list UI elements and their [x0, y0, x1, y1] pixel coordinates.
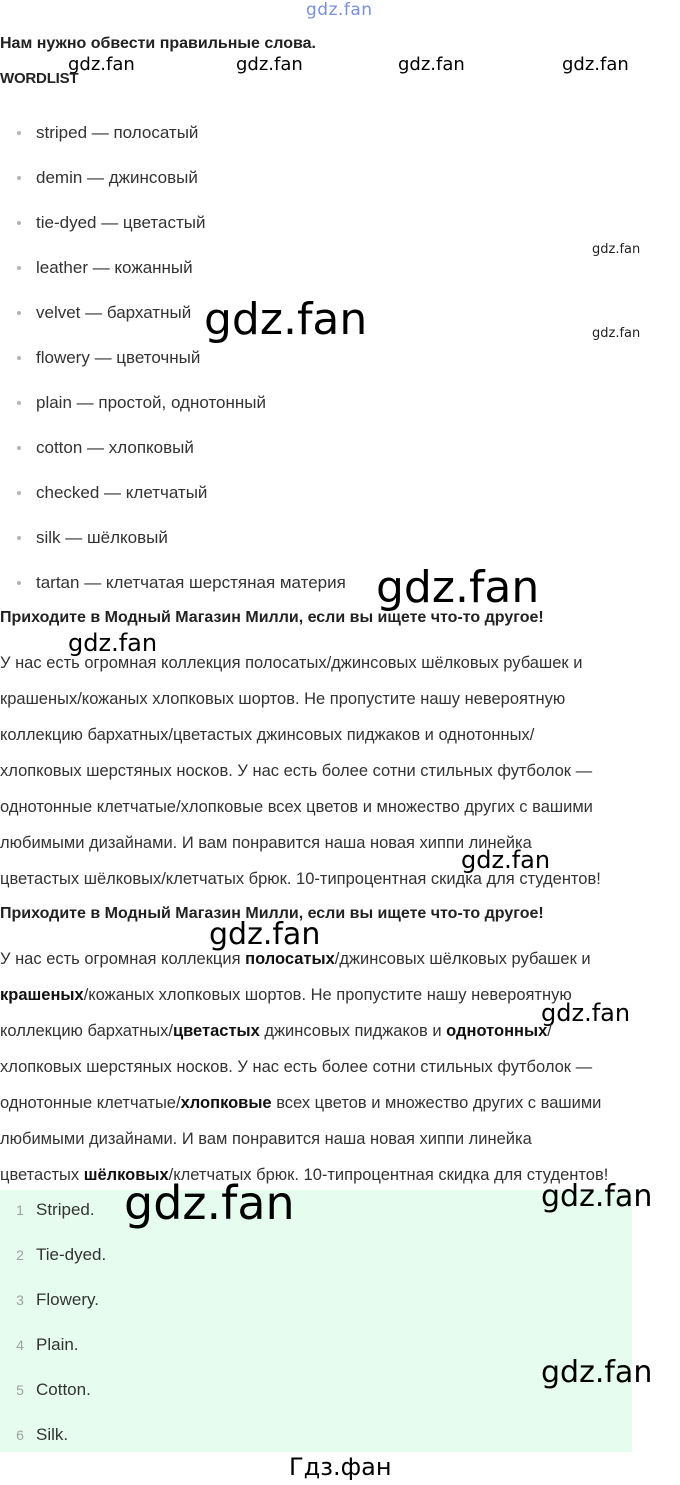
answer-number: 2 [16, 1247, 24, 1263]
watermark-after-heading: gdz.fan [68, 629, 158, 657]
bullet-icon [17, 491, 21, 495]
paragraph-line: коллекцию бархатных/цветастых джинсовых пиджаков и однотонных/ [0, 1022, 552, 1040]
list-item: leather — кожанный [0, 245, 346, 290]
bullet-icon [17, 311, 21, 315]
paragraph-line: однотонные клетчатые/хлопковые всех цветов и множество других с вашими [0, 798, 593, 816]
paragraph-line: крашеных/кожаных хлопковых шортов. Не пропустите нашу невероятную [0, 986, 572, 1004]
answer-text: Tie-dyed. [36, 1245, 107, 1264]
watermark-second-heading: gdz.fan [209, 917, 321, 952]
answer-bold: полосатых [245, 950, 335, 968]
paragraph-line: У нас есть огромная коллекция полосатых/джинсовых шёлковых рубашек и [0, 950, 591, 968]
paragraph-line: коллекцию бархатных/цветастых джинсовых пиджаков и однотонных/ [0, 726, 535, 744]
answer-number: 6 [16, 1427, 24, 1443]
bullet-icon [17, 266, 21, 270]
answers-block [0, 1190, 632, 1452]
answer-text: Plain. [36, 1335, 79, 1354]
bullet-icon [17, 221, 21, 225]
watermark-center-large: gdz.fan [204, 294, 368, 345]
bullet-icon [17, 131, 21, 135]
answer-text: Flowery. [36, 1290, 99, 1309]
watermark-row-2: gdz.fan [236, 54, 303, 75]
watermark-para-right: gdz.fan [541, 999, 631, 1027]
watermark-bottom: Гдз.фан [289, 1453, 392, 1481]
answer-bold: однотонных [446, 1022, 548, 1040]
answer-text: Cotton. [36, 1380, 91, 1399]
paragraph-line: однотонные клетчатые/хлопковые всех цветов и множество других с вашими [0, 1094, 602, 1112]
list-item: cotton — хлопковый [0, 425, 346, 470]
answer-number: 3 [16, 1292, 24, 1308]
list-item: tartan — клетчатая шерстяная материя [0, 560, 346, 605]
list-item: flowery — цветочный [0, 335, 346, 380]
bullet-icon [17, 536, 21, 540]
paragraph-line: любимыми дизайнами. И вам понравится наша новая хиппи линейка [0, 834, 532, 852]
answer-number: 4 [16, 1337, 24, 1353]
text-heading: Приходите в Модный Магазин Милли, если вы ищете что-то другое! [0, 609, 544, 626]
watermark-answers-right-1: gdz.fan [541, 1179, 653, 1214]
list-item: plain — простой, однотонный [0, 380, 346, 425]
wordlist-title: WORDLIST [0, 70, 79, 87]
bullet-icon [17, 401, 21, 405]
answer-bold: цветастых [172, 1022, 260, 1040]
list-item: velvet — бархатный [0, 290, 346, 335]
wordlist [0, 110, 346, 605]
watermark-answers-large: gdz.fan [124, 1176, 295, 1230]
watermark-para-mid: gdz.fan [461, 846, 551, 874]
paragraph-line: любимыми дизайнами. И вам понравится наша новая хиппи линейка [0, 1130, 532, 1148]
answer-number: 1 [16, 1202, 24, 1218]
watermark-row-4: gdz.fan [562, 54, 629, 75]
paragraph-line: У нас есть огромная коллекция полосатых/джинсовых шёлковых рубашек и [0, 654, 583, 672]
task-instruction: Нам нужно обвести правильные слова. [0, 35, 316, 52]
bullet-icon [17, 581, 21, 585]
answer-number: 5 [16, 1382, 24, 1398]
bullet-icon [17, 176, 21, 180]
answer-heading: Приходите в Модный Магазин Милли, если вы ищете что-то другое! [0, 905, 544, 922]
watermark-row-1: gdz.fan [68, 54, 135, 75]
watermark-top: gdz.fan [306, 0, 373, 20]
paragraph-line: цветастых шёлковых/клетчатых брюк. 10-типроцентная скидка для студентов! [0, 1166, 609, 1184]
paragraph-answer [0, 941, 680, 1193]
list-item: tie-dyed — цветастый [0, 200, 346, 245]
watermark-side-1: gdz.fan [592, 242, 641, 257]
list-item: checked — клетчатый [0, 470, 346, 515]
answer-bold: хлопковые [180, 1094, 272, 1112]
paragraph-plain [0, 645, 680, 897]
list-item: striped — полосатый [0, 110, 346, 155]
answer-bold: шёлковых [83, 1166, 169, 1184]
paragraph-line: крашеных/кожаных хлопковых шортов. Не пропустите нашу невероятную [0, 690, 566, 708]
list-item: silk — шёлковый [0, 515, 346, 560]
paragraph-line: цветастых шёлковых/клетчатых брюк. 10-типроцентная скидка для студентов! [0, 870, 601, 888]
watermark-row-3: gdz.fan [398, 54, 465, 75]
answer-text: Silk. [36, 1425, 69, 1444]
watermark-side-2: gdz.fan [592, 326, 641, 341]
list-item: demin — джинсовый [0, 155, 346, 200]
bullet-icon [17, 446, 21, 450]
answer-text: Striped. [36, 1200, 95, 1219]
answer-bold: крашеных [0, 986, 84, 1004]
bullet-icon [17, 356, 21, 360]
watermark-tartan-large: gdz.fan [376, 562, 540, 613]
paragraph-line: хлопковых шерстяных носков. У нас есть более сотни стильных футболок — [0, 762, 593, 780]
watermark-answers-right-2: gdz.fan [541, 1355, 653, 1390]
paragraph-line: хлопковых шерстяных носков. У нас есть более сотни стильных футболок — [0, 1058, 593, 1076]
